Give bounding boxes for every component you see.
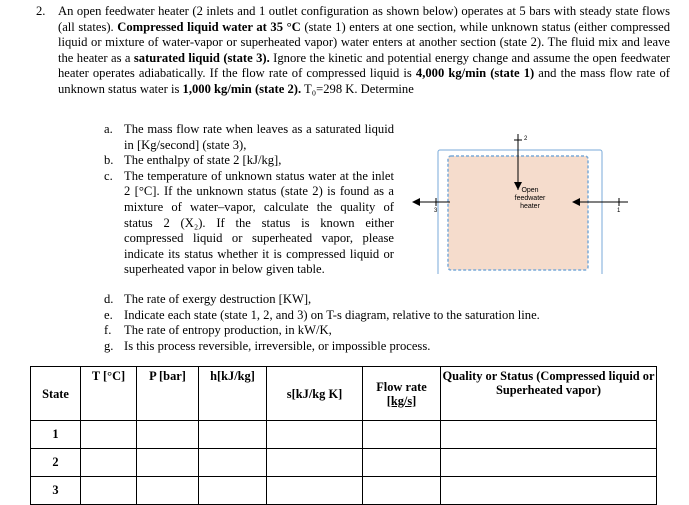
subpart-letter: d. xyxy=(104,292,114,306)
subpart-item xyxy=(104,308,664,324)
subpart-item xyxy=(104,323,664,339)
problem-number: 2. xyxy=(36,4,46,18)
problem-bold-text: 1,000 kg/min (state 2). xyxy=(182,81,302,96)
subpart-letter: c. xyxy=(104,168,113,183)
problem-bold-text: 4,000 kg/min (state 1) xyxy=(415,66,535,81)
subparts-list-d-g xyxy=(104,292,664,354)
col-state-header: State xyxy=(31,367,81,421)
heater-label-line2: feedwater xyxy=(514,195,546,202)
problem-bold-text: Compressed liquid water at 35 °C xyxy=(117,19,301,34)
table-cell[interactable] xyxy=(137,421,199,449)
col-enthalpy-header: h[kJ/kg] xyxy=(199,367,267,421)
table-cell[interactable] xyxy=(199,421,267,449)
subpart-text: The temperature of unknown status water at the inlet 2 [°C]. If the unknown status (state 2) is found as a mixture of water–vapor, calculate the quality of status 2 (X₂). If the status is known either compressed liquid or superheated vapor, please indicate its status whether it is compressed liquid or superheated vapor in below given table. xyxy=(124,168,394,277)
subpart-text: The mass flow rate when leaves as a saturated liquid in [Kg/second] (state 3), xyxy=(124,122,394,152)
problem-text: Ignore the kinetic and potential energy change and assume the open feedwater heater operates adiabatically. If the flow rate of compressed liquid is xyxy=(58,50,670,81)
state-number-cell: 1 xyxy=(31,421,81,449)
table-cell[interactable] xyxy=(363,449,441,477)
table-header-row xyxy=(31,367,657,421)
feedwater-heater-diagram xyxy=(410,126,632,274)
outlet-3-arrow-icon xyxy=(412,198,420,206)
table-cell[interactable] xyxy=(137,449,199,477)
problem-text: An open feedwater heater (2 inlets and 1 outlet configuration as shown below) operates at 5 bars with steady state flows (all states). xyxy=(58,4,670,34)
subpart-text: Is this process reversible, irreversible, or impossible process. xyxy=(124,338,431,353)
inlet-1-label: 1 xyxy=(617,208,621,214)
table-cell[interactable] xyxy=(363,421,441,449)
col-pressure-header: P [bar] xyxy=(137,367,199,421)
table-cell[interactable] xyxy=(267,449,363,477)
state-number-cell: 3 xyxy=(31,477,81,505)
table-cell[interactable] xyxy=(199,477,267,505)
inlet-2-label: 2 xyxy=(524,136,528,142)
subparts-list-a-c xyxy=(104,122,394,278)
table-cell[interactable] xyxy=(267,421,363,449)
table-cell[interactable] xyxy=(441,421,657,449)
table-cell[interactable] xyxy=(81,449,137,477)
problem-text: and the mass flow rate of unknown status water is xyxy=(58,66,670,96)
col-temperature-header: T [°C] xyxy=(81,367,137,421)
subpart-item xyxy=(104,169,394,278)
state-table xyxy=(30,366,657,505)
table-row xyxy=(31,449,657,477)
table-cell[interactable] xyxy=(199,449,267,477)
subpart-letter: g. xyxy=(104,338,114,353)
subpart-text: The rate of exergy destruction [KW], xyxy=(124,292,312,306)
table-row xyxy=(31,421,657,449)
problem-statement xyxy=(36,4,670,98)
subpart-letter: a. xyxy=(104,122,113,136)
heater-label-line3: heater xyxy=(520,203,540,210)
table-cell[interactable] xyxy=(81,421,137,449)
table-cell[interactable] xyxy=(441,449,657,477)
state-number-cell: 2 xyxy=(31,449,81,477)
subpart-item xyxy=(104,122,394,153)
subpart-text: The enthalpy of state 2 [kJ/kg], xyxy=(124,153,282,168)
subpart-item xyxy=(104,339,664,355)
table-cell[interactable] xyxy=(81,477,137,505)
problem-bold-text: saturated liquid (state 3). xyxy=(133,50,270,65)
subpart-letter: e. xyxy=(104,307,113,322)
subpart-text: The rate of entropy production, in kW/K, xyxy=(124,323,332,338)
subpart-item xyxy=(104,153,394,169)
problem-text: T₀=298 K. Determine xyxy=(301,81,414,96)
col-entropy-header: s[kJ/kg K] xyxy=(267,367,363,421)
table-cell[interactable] xyxy=(137,477,199,505)
subpart-letter: f. xyxy=(104,323,112,338)
col-quality-header: Quality or Status (Compressed liquid or Superheated vapor) xyxy=(441,367,657,421)
subpart-letter: b. xyxy=(104,153,114,168)
problem-text: (state 1) enters at one section, while unknown status (either compressed liquid or mixture of water-vapor or superheated vapor) water enters at another section (state 2). The fluid mix and leave the heater as a xyxy=(58,19,670,65)
problem-paragraph xyxy=(58,4,670,98)
col-flowrate-header: Flow rate [kg/s] xyxy=(363,367,441,421)
subpart-item xyxy=(104,292,664,308)
table-cell[interactable] xyxy=(267,477,363,505)
outlet-3-label: 3 xyxy=(434,208,438,214)
table-cell[interactable] xyxy=(363,477,441,505)
table-cell[interactable] xyxy=(441,477,657,505)
table-row xyxy=(31,477,657,505)
subpart-text: Indicate each state (state 1, 2, and 3) on T-s diagram, relative to the saturation line. xyxy=(124,307,540,322)
heater-label-line1: Open xyxy=(521,187,539,194)
